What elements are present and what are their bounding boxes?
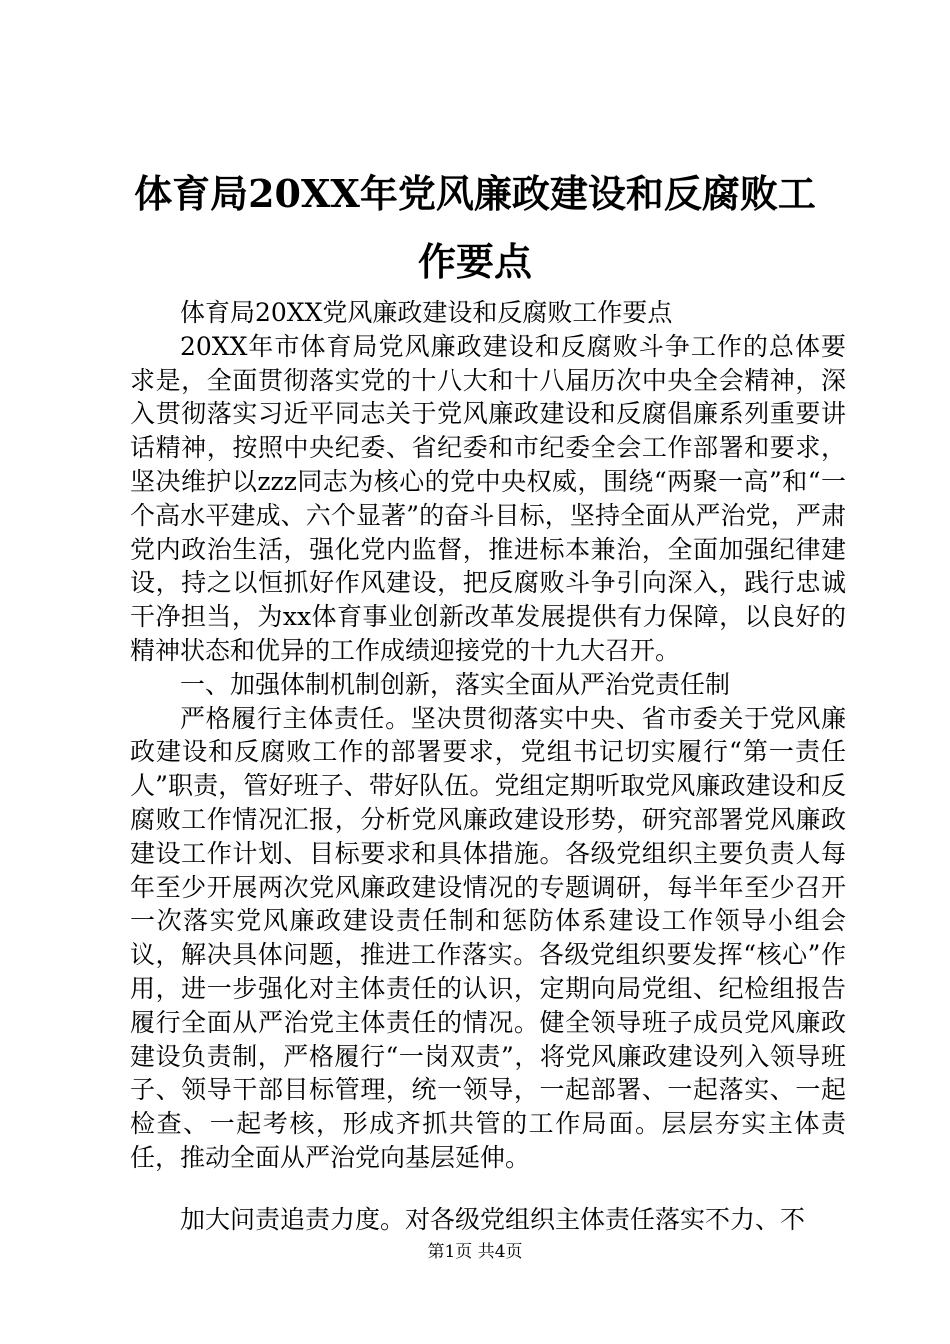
paragraph-subtitle: 体育局20XX党风廉政建设和反腐败工作要点 xyxy=(180,298,673,327)
paragraph-overview: 20XX年市体育局党风廉政建设和反腐败斗争工作的总体要求是，全面贯彻落实党的十八大和十八届历次中央全会精神，深入贯彻落实习近平同志关于党风廉政建设和反腐倡廉系列重要讲话精神，按照中央纪委、省纪委和市纪委全会工作部署和要求，坚决维护以zzz同志为核心的党中央权威，围绕“两聚一高”和“一个高水平建成、六个显著”的奋斗目标，坚持全面从严治党，严肃党内政治生活，强化党内监督，推进标本兼治，全面加强纪律建设，持之以恒抓好作风建设，把反腐败斗争引向深入，践行忠诚干净担当，为xx体育事业创新改革发展提供有力保障，以良好的精神状态和优异的工作成绩迎接党的十九大召开。 xyxy=(130,331,846,665)
page-footer: 第1页 共4页 xyxy=(427,1242,523,1262)
paragraph-accountability: 加大问责追责力度。对各级党组织主体责任落实不力、不 xyxy=(180,1204,806,1234)
document-body xyxy=(130,296,846,1237)
paragraph-main-responsibility: 严格履行主体责任。坚决贯彻落实中央、省市委关于党风廉政建设和反腐败工作的部署要求，党组书记切实履行“第一责任人”职责，管好班子、带好队伍。党组定期听取党风廉政建设和反腐败工作情况汇报，分析党风廉政建设形势，研究部署党风廉政建设工作计划、目标要求和具体措施。各级党组织主要负责人每年至少开展两次党风廉政建设情况的专题调研，每半年至少召开一次落实党风廉政建设责任制和惩防体系建设工作领导小组会议，解决具体问题，推进工作落实。各级党组织要发挥“核心”作用，进一步强化对主体责任的认识，定期向局党组、纪检组报告履行全面从严治党主体责任的情况。健全领导班子成员党风廉政建设负责制，严格履行“一岗双责”，将党风廉政建设列入领导班子、领导干部目标管理，统一领导，一起部署、一起落实、一起检查、一起考核，形成齐抓共管的工作局面。层层夯实主体责任，推动全面从严治党向基层延伸。 xyxy=(130,703,846,1172)
document-title: 体育局20XX年党风廉政建设和反腐败工作要点 xyxy=(134,171,816,284)
section-heading-1: 一、加强体制机制创新，落实全面从严治党责任制 xyxy=(180,669,731,699)
